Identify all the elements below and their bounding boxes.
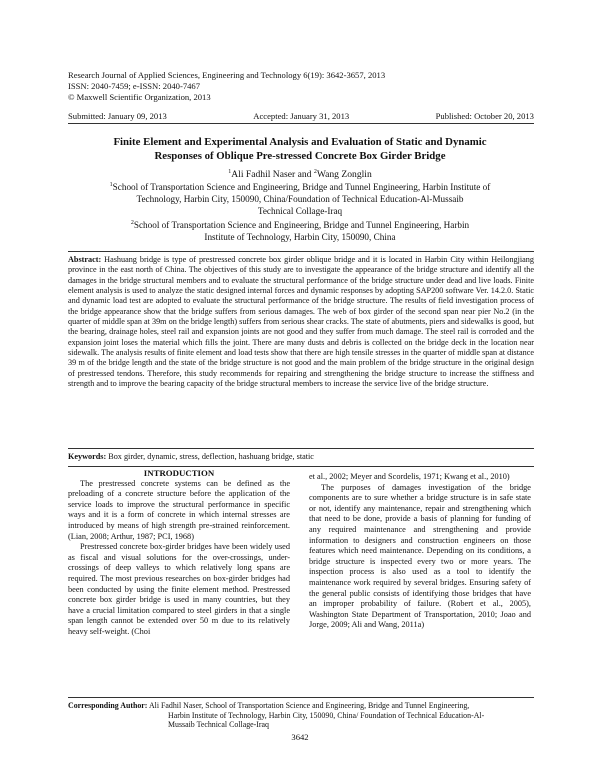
affiliation-2-line-2: Institute of Technology, Harbin City, 150090, China: [204, 232, 396, 243]
introduction-heading: INTRODUCTION: [143, 468, 215, 478]
keywords-text: Box girder, dynamic, stress, deflection, hashuang bridge, static: [106, 452, 314, 461]
corresponding-line-1: Ali Fadhil Naser, School of Transportation Science and Engineering, Bridge and Tunnel Engineering,: [147, 701, 470, 710]
affiliation-1: [100, 179, 500, 218]
corresponding-author: [68, 697, 534, 730]
author-1-affil-mark: 1: [228, 169, 232, 175]
author-1-name: Ali Fadhil Naser and: [231, 169, 314, 181]
corresponding-line-2: Harbin Institute of Technology, Harbin City, 150090, China/ Foundation of Technical Education-Al-: [168, 710, 485, 720]
affiliation-2: [100, 217, 500, 243]
affiliation-1-mark: 1: [109, 182, 113, 188]
submitted-date: Submitted: January 09, 2013: [68, 111, 167, 121]
author-2-affil-mark: 2: [313, 169, 317, 175]
publication-dates: [68, 111, 534, 124]
abstract: [68, 251, 534, 389]
intro-paragraph-continued: et al., 2002; Meyer and Scordelis, 1971; Kwang et al., 2010): [309, 472, 510, 481]
paper-title: [90, 135, 510, 163]
intro-paragraph-2: Prestressed concrete box-girder bridges have been widely used as fiscal and visual solutions for the over-crossings, under-crossings of deep valleys to which relatively long spans are required. The most previous researches on box-girder bridges had been conducted by using the finite element method. Prestressed concrete box girder bridge is used in many countries, but they have a crucial limitation compared to steel girders in that a single span length cannot be extended over 50 m due to its relatively heavy self-weight. (Choi: [68, 542, 290, 636]
published-date: Published: October 20, 2013: [435, 111, 534, 121]
affiliation-1-line-2: Technology, Harbin City, 150090, China/Foundation of Technical Education-Al-Mussaib: [136, 194, 464, 205]
affiliation-1-line-3: Technical Collage-Iraq: [257, 206, 343, 217]
affiliation-2-line-1: School of Transportation Science and Engineering, Bridge and Tunnel Engineering, Harbin: [133, 220, 470, 231]
journal-header: [68, 70, 538, 103]
journal-issn: ISSN: 2040-7459; e-ISSN: 2040-7467: [68, 81, 201, 91]
page-number: 3642: [291, 732, 309, 742]
abstract-text: Hashuang bridge is type of prestressed concrete box girder oblique bridge and it is located in Harbin City within Heilongjiang province in the east north of China. The objectives of this study are to investigate the appearance of the bridge structure and identify all the damages in the bridge structural members and to evaluate the structural performance of the bridge structure under dead and live loads. Finite element analysis is used to analyze the static designed internal forces and dynamic responses by adopting SAP200 software Ver. 14.2.0. Static and dynamic load test are adopted to evaluate the structural performance of the bridge structure. The results of field investigation process of the bridge appearance show that the bridge suffers from serious damages. The web of box girder of the second span near pier No.2 (in the quarter of middle span at 39m on the bridge length) suffers from serious shear cracks. The state of abutments, piers and sidewalks is good, but the bearing, drainage holes, steel rail and expansion joints are not good and they suffer from much damage. The steel rail is corroded and the expansion joint loses the material which fills the joint. There are many dusts and debris is collected on the bridge deck in the location near sidewalk. The analysis results of finite element and load tests show that there are high tensile stresses in the quarter of middle span at distance 39 m of the bridge length and the state of the bridge structure is not good and the main problem of the bridge structure in the original design of prestressed tendons. Therefore, this study recommends for repairing and strengthening the bridge structure to increase the stiffness and strength and to improve the bearing capacity of the bridge structural members to increase the service live of the bridge structure.: [68, 255, 534, 389]
corresponding-line-3: Mussaib Technical Collage-Iraq: [168, 720, 269, 730]
title-line-1: Finite Element and Experimental Analysis and Evaluation of Static and Dynamic: [113, 136, 487, 148]
keywords-label: Keywords:: [68, 452, 107, 461]
abstract-label: Abstract:: [68, 255, 102, 264]
keywords: [68, 448, 534, 467]
accepted-date: Accepted: January 31, 2013: [253, 111, 350, 121]
author-2-name: Wang Zonglin: [316, 169, 372, 181]
journal-citation: Research Journal of Applied Sciences, Engineering and Technology 6(19): 3642-3657, 2013: [68, 70, 386, 80]
affiliation-2-mark: 2: [130, 220, 134, 226]
right-column: [309, 472, 531, 631]
intro-paragraph-3: The purposes of damages investigation of the bridge components are to sure whether a bridge structure is in safe state or not, identify any maintenance, repair and strengthening which that need to be done, provide a basis of planning for funding of any required maintenance and strengthening and provide information to designers and construction engineers on those features which need maintenance. Depending on its conditions, a bridge structure is inspected every two or more years. The inspection process is also used as a tool to identify the maintenance work required by several bridges. Ensuring safety of the general public consists of identifying those bridges that have an improper probability of failure. (Robert et al., 2005), Washington State Department of Transportation, 2010; Joao and Jorge, 2009; Ali and Wang, 2011a): [309, 482, 531, 630]
corresponding-author-label: Corresponding Author:: [68, 701, 148, 710]
journal-copyright: © Maxwell Scientific Organization, 2013: [68, 92, 211, 102]
intro-paragraph-1: The prestressed concrete systems can be defined as the preloading of a concrete structure before the application of the service loads to improve the structural performance in specific ways and it is a form of concrete in which internal stresses are introduced by means of high strength pre-strained reinforcement. (Lian, 2008; Arthur, 1987; PCI, 1968): [68, 478, 290, 541]
affiliation-1-line-1: School of Transportation Science and Engineering, Bridge and Tunnel Engineering, Harbin Institute of: [112, 182, 491, 193]
title-line-2: Responses of Oblique Pre-stressed Concrete Box Girder Bridge: [154, 150, 446, 162]
left-column: [68, 468, 290, 638]
